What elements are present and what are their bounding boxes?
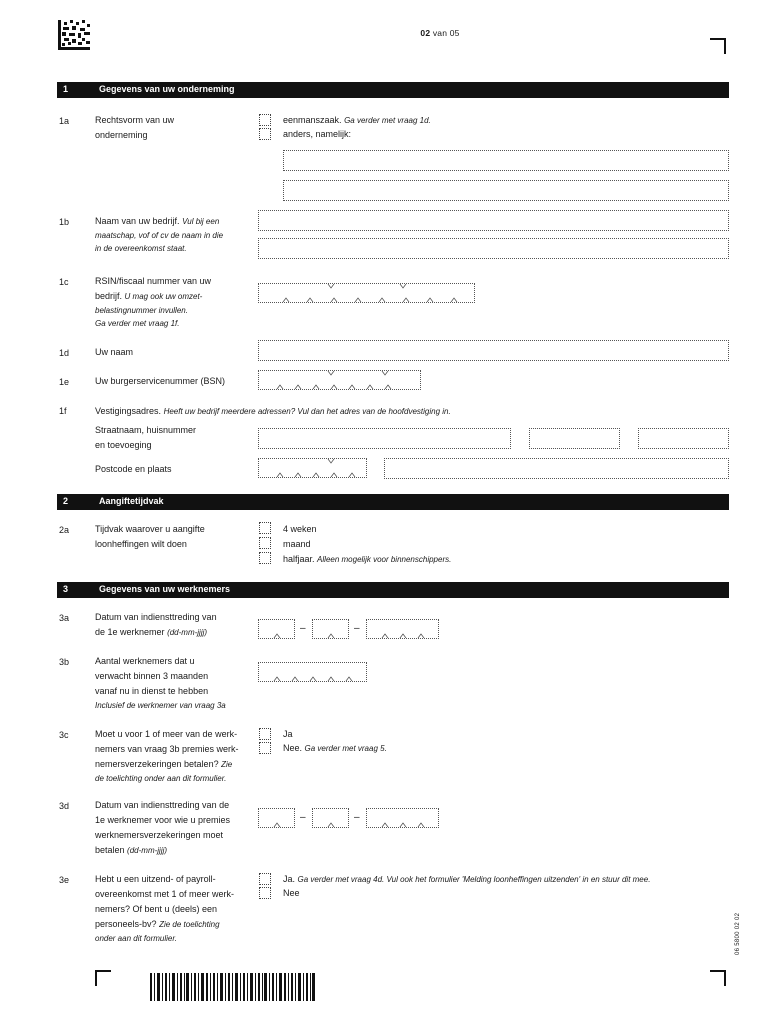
checkbox-eenmanszaak[interactable] <box>259 114 271 126</box>
question-number-1a: 1a <box>59 116 70 126</box>
question-label-1d: Uw naam <box>95 347 134 357</box>
anders-field-1[interactable] <box>283 150 729 171</box>
corner-mark-bottom-right <box>710 970 726 986</box>
date-3d-day[interactable] <box>258 808 295 828</box>
question-number-1d: 1d <box>59 348 70 358</box>
street-field[interactable] <box>258 428 511 449</box>
option-halfjaar: halfjaar. Alleen mogelijk voor binnenschippers. <box>283 554 452 564</box>
date-3d-dash-1: – <box>300 812 306 823</box>
checkbox-3e-ja[interactable] <box>259 873 271 885</box>
company-name-field-2[interactable] <box>258 238 729 259</box>
section-bar-1: 1 Gegevens van uw onderneming <box>57 82 729 98</box>
street-label: Straatnaam, huisnummer en toevoeging <box>95 425 197 450</box>
bsn-field[interactable] <box>258 370 421 390</box>
form-code: 06 5800 02 02 <box>735 912 741 955</box>
question-label-3d: Datum van indiensttreding van de 1e werknemer voor wie u premies werknemersverzekeringen moet betalen (dd-mm-jjjj) <box>95 800 231 855</box>
date-3a-dash-2: – <box>354 623 360 634</box>
question-number-3a: 3a <box>59 613 70 623</box>
question-number-1c: 1c <box>59 277 69 287</box>
section-bar-3: 3 Gegevens van uw werknemers <box>57 582 729 598</box>
option-3e-ja: Ja. Ga verder met vraag 4d. Vul ook het formulier 'Melding loonheffingen uitzenden' in en stuur dit mee. <box>283 874 651 884</box>
checkbox-halfjaar[interactable] <box>259 552 271 564</box>
rsin-field[interactable] <box>258 283 475 303</box>
date-3a-month[interactable] <box>312 619 349 639</box>
section-bar-2: 2 Aangiftetijdvak <box>57 494 729 510</box>
question-label-1f: Vestigingsadres. Heeft uw bedrijf meerdere adressen? Vul dan het adres van de hoofdvestiging in. <box>95 406 451 416</box>
question-number-2a: 2a <box>59 525 70 535</box>
option-3c-ja: Ja <box>283 729 293 739</box>
checkbox-4-weken[interactable] <box>259 522 271 534</box>
question-label-3b: Aantal werknemers dat u verwacht binnen 3 maanden vanaf nu in dienst te hebben Inclusief de werknemer van vraag 3a <box>95 656 226 710</box>
checkbox-3c-nee[interactable] <box>259 742 271 754</box>
option-3c-nee: Nee. Ga verder met vraag 5. <box>283 743 387 753</box>
option-maand: maand <box>283 539 311 549</box>
datamatrix-code <box>58 20 90 50</box>
option-anders: anders, namelijk: <box>283 129 352 139</box>
date-3d-dash-2: – <box>354 812 360 823</box>
checkbox-3e-nee[interactable] <box>259 887 271 899</box>
question-label-1b: Naam van uw bedrijf. Vul bij een maatschap, vof of cv de naam in die in de overeenkomst staat. <box>95 216 224 253</box>
date-3d-year[interactable] <box>366 808 439 828</box>
house-number-field[interactable] <box>529 428 620 449</box>
checkbox-anders[interactable] <box>259 128 271 140</box>
employee-count-field[interactable] <box>258 662 367 682</box>
question-label-3a: Datum van indiensttreding van de 1e werknemer (dd-mm-jjjj) <box>95 612 217 637</box>
date-3a-year[interactable] <box>366 619 439 639</box>
checkbox-maand[interactable] <box>259 537 271 549</box>
page-number: 02 van 05 <box>420 28 460 38</box>
corner-mark-bottom-left <box>95 970 111 986</box>
question-label-2a: Tijdvak waarover u aangifte loonheffingen wilt doen <box>95 524 205 549</box>
postcode-field[interactable] <box>258 458 367 478</box>
barcode <box>150 973 315 1001</box>
postcode-label: Postcode en plaats <box>95 464 172 474</box>
checkbox-3c-ja[interactable] <box>259 728 271 740</box>
question-label-1e: Uw burgerservicenummer (BSN) <box>95 376 226 386</box>
question-number-3d: 3d <box>59 801 70 811</box>
option-3e-nee: Nee <box>283 888 300 898</box>
question-label-3c: Moet u voor 1 of meer van de werk- nemers van vraag 3b premies werk- nemersverzekeringen betalen? Zie de toelichting onder aan dit formulier. <box>95 729 239 783</box>
option-4-weken: 4 weken <box>283 524 317 534</box>
question-number-3e: 3e <box>59 875 70 885</box>
question-number-3c: 3c <box>59 730 69 740</box>
question-label-1c: RSIN/fiscaal nummer van uw bedrijf. U mag ook uw omzet- belastingnummer invullen. Ga verder met vraag 1f. <box>95 276 212 328</box>
company-name-field-1[interactable] <box>258 210 729 231</box>
house-number-addition-field[interactable] <box>638 428 729 449</box>
question-number-1b: 1b <box>59 217 70 227</box>
your-name-field[interactable] <box>258 340 729 361</box>
corner-mark-top-right <box>710 38 726 54</box>
anders-field-2[interactable] <box>283 180 729 201</box>
question-number-1f: 1f <box>59 406 67 416</box>
date-3a-dash-1: – <box>300 623 306 634</box>
question-label-3e: Hebt u een uitzend- of payroll- overeenkomst met 1 of meer werk- nemers? Of bent u (deels) een personeels-bv? Zie de toelichting onder aan dit formulier. <box>95 874 235 943</box>
option-eenmanszaak: eenmanszaak. Ga verder met vraag 1d. <box>283 115 431 125</box>
date-3d-month[interactable] <box>312 808 349 828</box>
city-field[interactable] <box>384 458 729 479</box>
date-3a-day[interactable] <box>258 619 295 639</box>
question-number-1e: 1e <box>59 377 70 387</box>
question-label-1a: Rechtsvorm van uw onderneming <box>95 115 175 140</box>
question-number-3b: 3b <box>59 657 70 667</box>
